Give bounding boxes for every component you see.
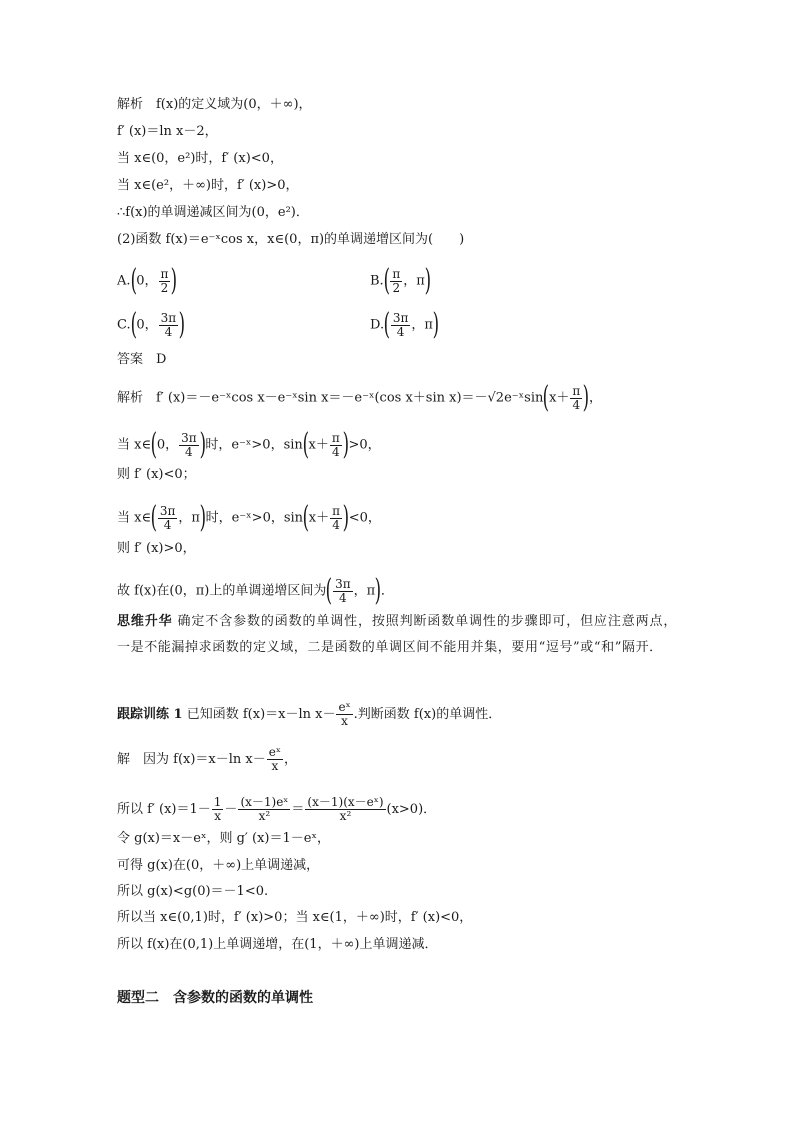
answer-line: 答案 D (117, 352, 167, 367)
solution-line: 所以当 x∈(0,1)时，f′ (x)>0；当 x∈(1，＋∞)时，f′ (x)<0， (117, 910, 473, 925)
text-line: 当 x∈(0，e²)时，f′ (x)<0， (117, 151, 283, 166)
text-line: 解析 f(x)的定义域为(0，＋∞)， (117, 97, 312, 112)
option-a: A.(0， $\frac{\pi}{2}$ ) (117, 263, 178, 298)
question-line: (2)函数 f(x)＝e⁻ˣcos x，x∈(0，π)的单调递增区间为( ) (117, 232, 465, 247)
thinking-paragraph: 思维升华 确定不含参数的函数的单调性，按照判断函数单调性的步骤即可，但应注意两点，一是不能漏掉求函数的定义域，二是函数的单调区间不能用并集，要用“逗号”或“和”隔开． (117, 614, 677, 655)
solution-line: 可得 g(x)在(0，＋∞)上单调递减， (117, 858, 320, 873)
solution-line: 所以 f′ (x)＝1－ $\frac{1}{x}$ － $\frac{\text{(x－1)eˣ}}{\text{x²}}$ ＝ $\frac{\text{(x－1)(x－eˣ)}}{\text{x²}}$ (x>0)． (117, 795, 437, 823)
solution-line: 则 f′ (x)<0； (117, 467, 196, 482)
solution-line: 故 f(x)在(0，π)上的单调递增区间为( $\frac{3\pi}{4}$ ，π)． (117, 573, 394, 608)
text-line: 当 x∈(e²，＋∞)时，f′ (x)>0， (117, 178, 299, 193)
solution-line: 则 f′ (x)>0， (117, 541, 196, 556)
option-d: D.( $\frac{3\pi}{4}$ ，π) (370, 307, 439, 342)
text-line: ∴f(x)的单调递减区间为(0，e²)． (117, 205, 309, 220)
section-title: 题型二 含参数的函数的单调性 (117, 990, 313, 1006)
solution-line: 解析 f′ (x)＝－e⁻ˣcos x－e⁻ˣsin x＝－e⁻ˣ(cos x＋sin x)＝－√2e⁻ˣsin(x＋ $\frac{\pi}{4}$ )， (117, 380, 603, 415)
text-line: f′ (x)＝ln x－2， (117, 124, 218, 139)
practice-question: 跟踪训练 1 已知函数 f(x)＝x－ln x－ $\frac{\text{eˣ}}{x}$ .判断函数 f(x)的单调性． (117, 700, 502, 728)
solution-line: 当 x∈(0， $\frac{3\pi}{4}$ )时，e⁻ˣ>0，sin(x＋ $\frac{\pi}{4}$ )>0， (117, 427, 381, 462)
solution-line: 所以 f(x)在(0,1)上单调递增，在(1，＋∞)上单调递减． (117, 937, 438, 952)
option-c: C.(0， $\frac{3\pi}{4}$ ) (117, 307, 186, 342)
solution-line: 所以 g(x)<g(0)＝－1<0. (117, 884, 269, 899)
solution-line: 令 g(x)＝x－eˣ，则 g′ (x)＝1－eˣ， (117, 831, 330, 846)
solution-line: 当 x∈( $\frac{3\pi}{4}$ ，π)时，e⁻ˣ>0，sin(x＋ $\frac{\pi}{4}$ )<0， (117, 500, 381, 535)
solution-line: 解 因为 f(x)＝x－ln x－ $\frac{\text{eˣ}}{x}$ ， (117, 745, 297, 773)
option-b: B.( $\frac{\pi}{2}$ ，π) (370, 263, 431, 298)
